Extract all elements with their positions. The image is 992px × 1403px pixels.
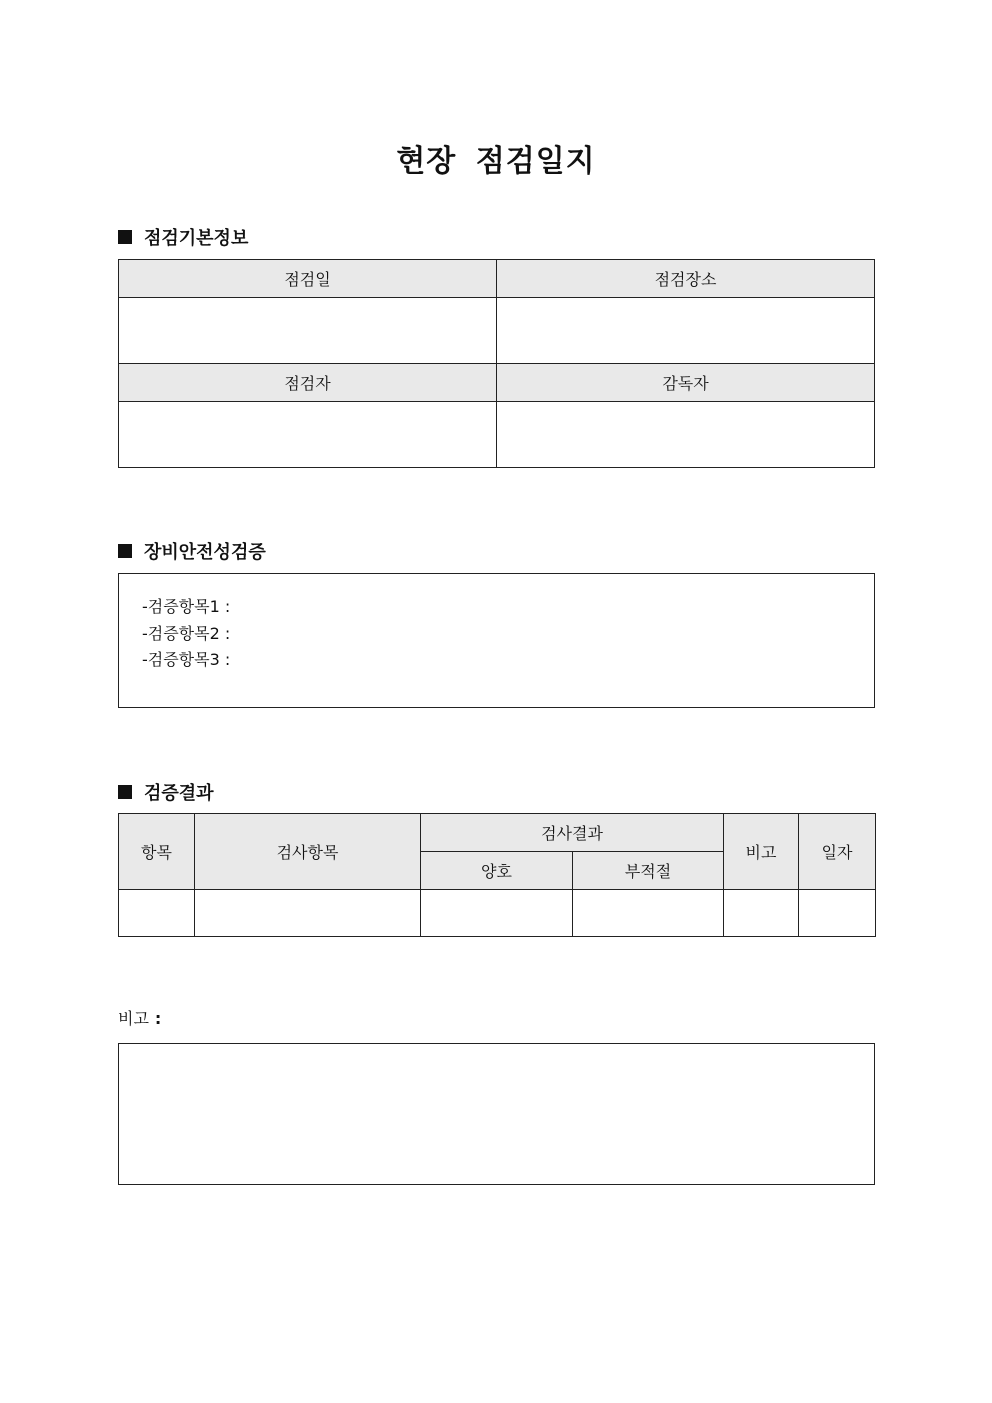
notes-label-colon: : [154,1009,162,1028]
inspector-field[interactable] [119,402,497,468]
header-unsuitable: 부적절 [573,852,724,890]
inspection-place-field[interactable] [497,298,875,364]
good-cell[interactable] [421,890,573,937]
verification-item-3: -검증항목3 : [142,650,231,669]
verification-item-1: -검증항목1 : [142,597,231,616]
header-remarks: 비고 [724,814,799,890]
equipment-safety-box[interactable] [118,573,875,708]
verification-result-table [118,813,876,937]
section-heading-basic-info [118,224,248,250]
header-supervisor: 감독자 [497,364,875,402]
unsuitable-cell[interactable] [573,890,724,937]
section-heading-equipment-safety [118,538,266,564]
header-inspector: 점검자 [119,364,497,402]
square-bullet-icon [118,230,132,244]
remarks-cell[interactable] [724,890,799,937]
header-inspection-date: 점검일 [119,260,497,298]
header-good: 양호 [421,852,573,890]
header-check-result: 검사결과 [421,814,724,852]
section-heading-label: 장비안전성검증 [144,542,266,563]
section-heading-verification-result [118,779,214,805]
header-date: 일자 [799,814,876,890]
notes-box[interactable] [118,1043,875,1185]
verification-item-2: -검증항목2 : [142,623,231,643]
table-row [119,890,876,937]
document-title: 현장 점검일지 [396,144,596,179]
item-cell[interactable] [119,890,195,937]
header-check-item: 검사항목 [195,814,421,890]
date-cell[interactable] [799,890,876,937]
square-bullet-icon [118,544,132,558]
check-item-cell[interactable] [195,890,421,937]
basic-info-table [118,259,875,468]
square-bullet-icon [118,785,132,799]
notes-label-text: 비고 [118,1009,149,1028]
supervisor-field[interactable] [497,402,875,468]
header-inspection-place: 점검장소 [497,260,875,298]
section-heading-label: 검증결과 [144,783,214,804]
section-heading-label: 점검기본정보 [144,228,249,249]
header-item: 항목 [119,814,195,890]
notes-label [118,1006,161,1029]
inspection-date-field[interactable] [119,298,497,364]
